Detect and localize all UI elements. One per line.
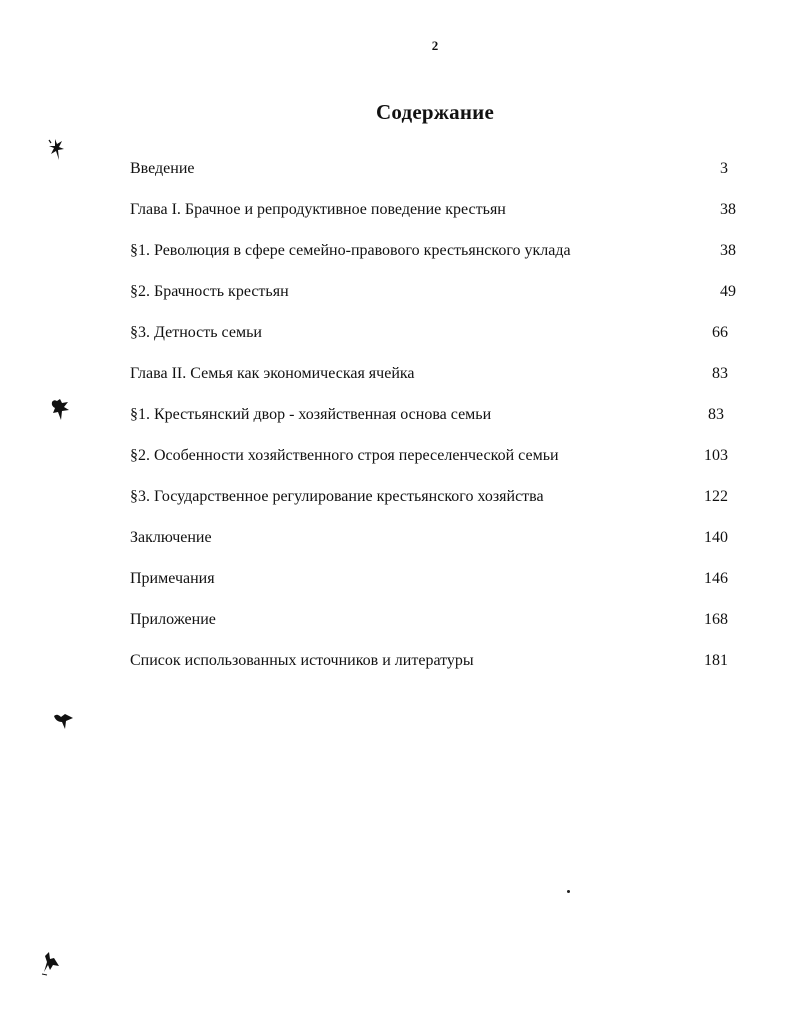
toc-entry-page: 38 bbox=[720, 201, 736, 218]
toc-entry bbox=[130, 238, 740, 279]
toc-entry bbox=[130, 648, 740, 689]
toc-entry-page: 83 bbox=[708, 406, 724, 423]
ink-blot-mark bbox=[41, 950, 63, 976]
toc-entry-page: 140 bbox=[704, 529, 728, 546]
toc-entry-page: 83 bbox=[712, 365, 728, 382]
ink-blot-mark bbox=[53, 712, 75, 732]
toc-entry-page: 181 bbox=[704, 652, 728, 669]
toc-entry-page: 66 bbox=[712, 324, 728, 341]
toc-entry bbox=[130, 320, 740, 361]
table-of-contents bbox=[130, 156, 740, 689]
toc-entry-title: §2. Брачность крестьян bbox=[130, 283, 289, 300]
page-title: Содержание bbox=[376, 100, 494, 124]
toc-entry bbox=[130, 443, 740, 484]
toc-entry-title: Введение bbox=[130, 160, 195, 177]
toc-entry bbox=[130, 566, 740, 607]
toc-entry bbox=[130, 402, 740, 443]
toc-entry-title: Приложение bbox=[130, 611, 216, 628]
toc-entry-page: 49 bbox=[720, 283, 736, 300]
toc-entry-page: 146 bbox=[704, 570, 728, 587]
toc-entry bbox=[130, 279, 740, 320]
ink-blot-mark bbox=[46, 138, 68, 162]
toc-entry bbox=[130, 197, 740, 238]
speck-mark bbox=[567, 890, 570, 893]
toc-entry-page: 122 bbox=[704, 488, 728, 505]
toc-entry bbox=[130, 607, 740, 648]
toc-entry bbox=[130, 361, 740, 402]
toc-entry bbox=[130, 156, 740, 197]
toc-entry-title: §1. Революция в сфере семейно-правового крестьянского уклада bbox=[130, 242, 571, 259]
toc-entry-title: §2. Особенности хозяйственного строя переселенческой семьи bbox=[130, 447, 559, 464]
toc-entry-title: Список использованных источников и литературы bbox=[130, 652, 474, 669]
toc-entry-title: Глава II. Семья как экономическая ячейка bbox=[130, 365, 415, 382]
toc-entry bbox=[130, 525, 740, 566]
toc-entry-page: 168 bbox=[704, 611, 728, 628]
toc-entry-title: Примечания bbox=[130, 570, 215, 587]
toc-entry-page: 103 bbox=[704, 447, 728, 464]
ink-blot-mark bbox=[50, 398, 72, 424]
toc-entry bbox=[130, 484, 740, 525]
toc-entry-page: 3 bbox=[720, 160, 728, 177]
toc-entry-title: Глава I. Брачное и репродуктивное поведение крестьян bbox=[130, 201, 506, 218]
toc-entry-title: §1. Крестьянский двор - хозяйственная основа семьи bbox=[130, 406, 492, 423]
page-number: 2 bbox=[431, 38, 439, 53]
toc-entry-title: Заключение bbox=[130, 529, 212, 546]
toc-entry-title: §3. Детность семьи bbox=[130, 324, 262, 341]
toc-entry-page: 38 bbox=[720, 242, 736, 259]
toc-entry-title: §3. Государственное регулирование крестьянского хозяйства bbox=[130, 488, 544, 505]
